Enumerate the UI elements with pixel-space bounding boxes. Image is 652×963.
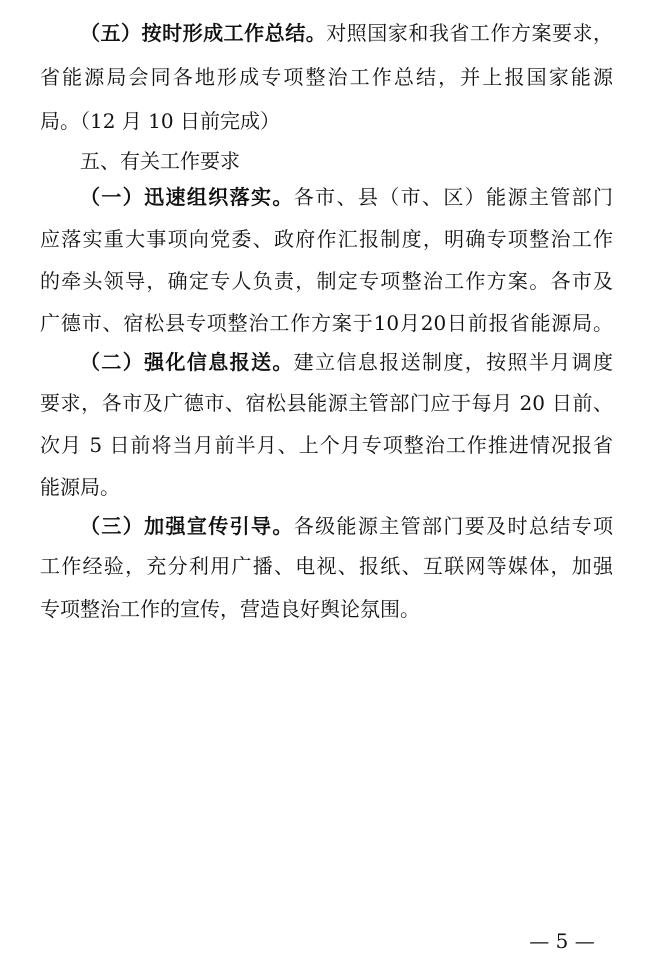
paragraph-3-heading: （二）强化信息报送。 [80,350,294,374]
paragraph-4-line-3: 专项整治工作的宣传，营造良好舆论氛围。 [40,597,420,621]
paragraph-3-line-2: 要求，各市及广德市、宿松县能源主管部门应于每月 20 日前、 [40,391,613,415]
paragraph-4-line-1 [80,506,613,546]
paragraph-3-line-4: 能源局。 [40,475,120,499]
paragraph-2-heading: （一）迅速组织落实。 [80,185,294,209]
paragraph-1-line-1 [80,13,613,53]
paragraph-3-line-3: 次月 5 日前将当月前半月、上个月专项整治工作推进情况报省 [40,433,613,457]
paragraph-2-line-2: 应落实重大事项向党委、政府作汇报制度，明确专项整治工作 [40,227,613,251]
paragraph-1-line-3: 局。（12 月 10 日前完成） [40,109,280,133]
section-title: 五、有关工作要求 [80,149,240,173]
paragraph-1-heading: （五）按时形成工作总结。 [80,21,327,45]
paragraph-4-text: 各级能源主管部门要及时总结专项 [293,514,613,538]
paragraph-3-text: 建立信息报送制度，按照半月调度 [293,350,613,374]
page-number: — 5 — [529,929,595,953]
paragraph-3-line-1 [80,342,613,382]
paragraph-1-text: 对照国家和我省工作方案要求， [326,21,613,45]
paragraph-4-line-2: 工作经验，充分利用广播、电视、报纸、互联网等媒体，加强 [40,554,613,578]
paragraph-2-line-4: 广德市、宿松县专项整治工作方案于10月20日前报省能源局。 [40,311,613,335]
paragraph-1-line-2: 省能源局会同各地形成专项整治工作总结，并上报国家能源 [40,65,613,89]
paragraph-2-line-1 [80,177,613,217]
paragraph-4-heading: （三）加强宣传引导。 [80,514,294,538]
paragraph-2-line-3: 的牵头领导，确定专人负责，制定专项整治工作方案。各市及 [40,269,613,293]
paragraph-2-text: 各市、县（市、区）能源主管部门 [293,185,613,209]
